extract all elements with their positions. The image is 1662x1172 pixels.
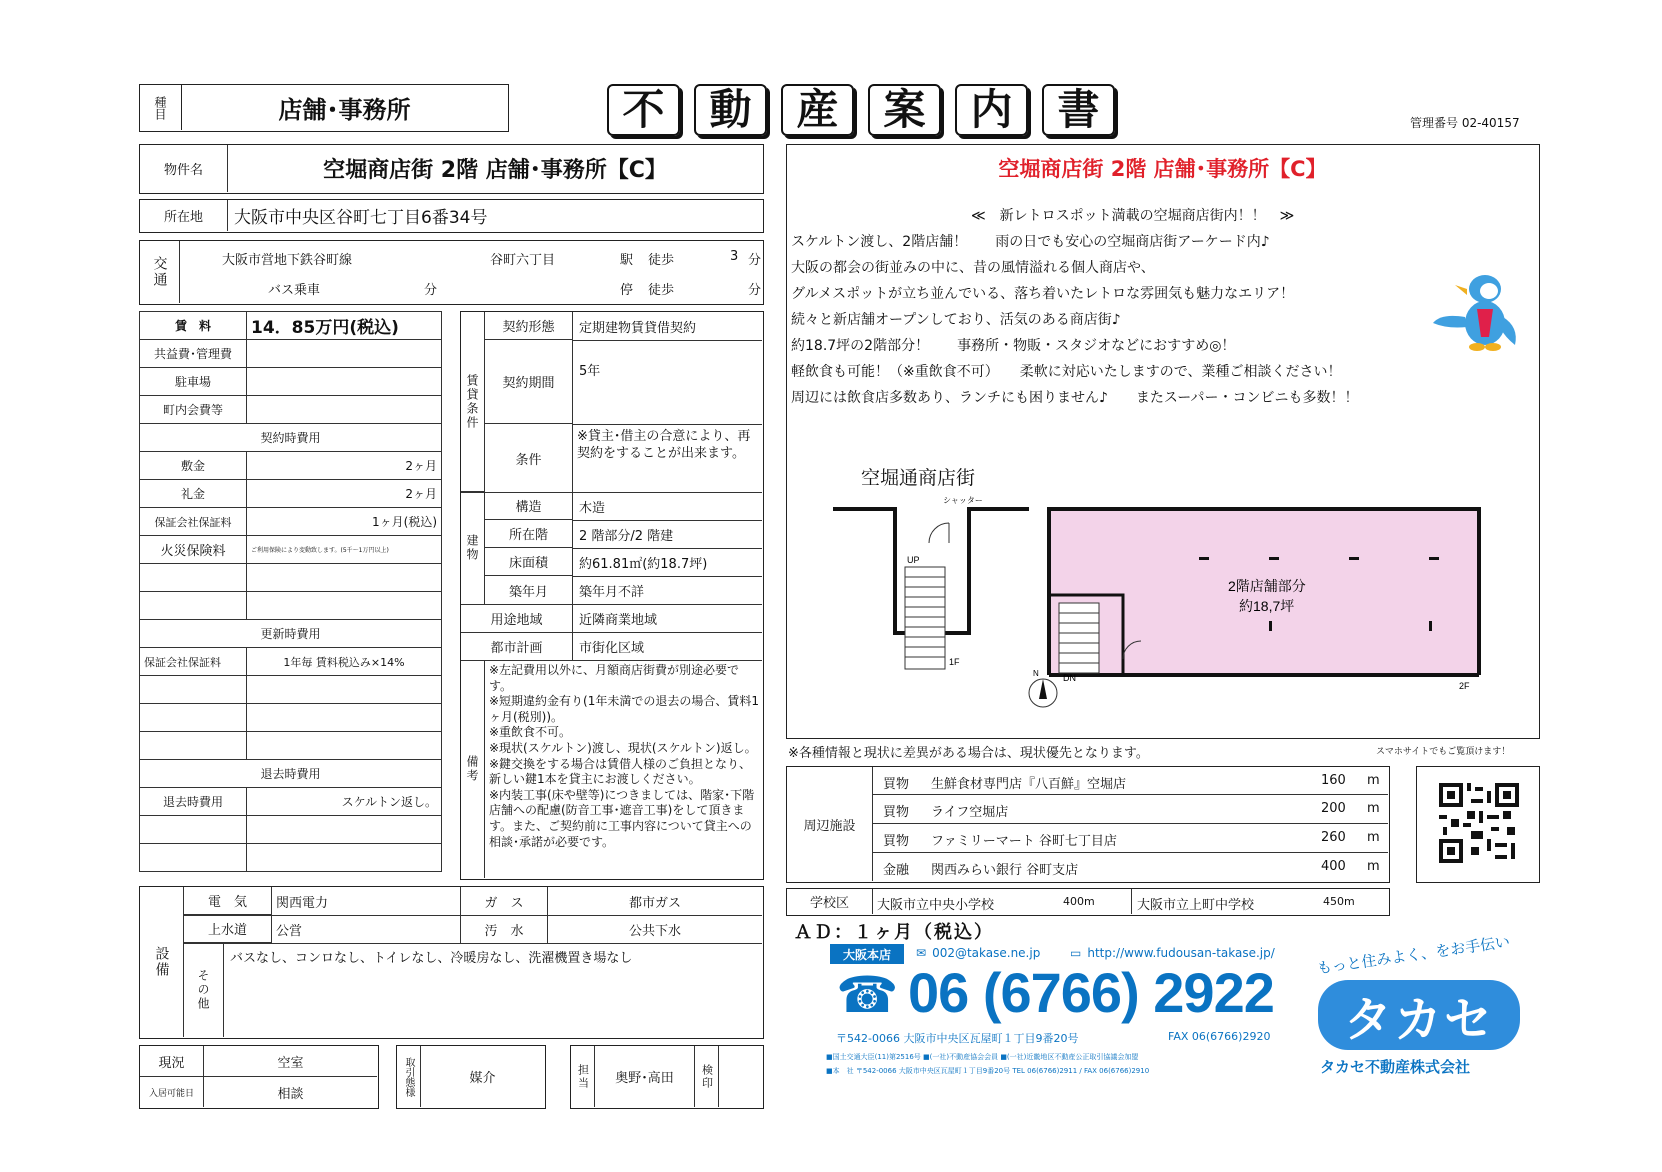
rent-value: 14．85万円(税込): [247, 312, 442, 340]
struct-label: 構造: [485, 492, 573, 520]
use: 近隣商業地域: [579, 612, 658, 628]
transport-bun: 分: [748, 253, 762, 268]
plan: 市街化区域: [579, 640, 645, 656]
lease-form: 定期建物賃貸借契約: [579, 320, 697, 336]
desc-line: スケルトン渡し、2階店舗！ 雨の日でも安心の空堀商店街アーケード内♪: [791, 234, 1270, 250]
phone-number[interactable]: 06 (6766) 2922: [908, 961, 1274, 1024]
transport-eki: 駅: [620, 253, 634, 268]
shikikin-label: 敷金: [140, 452, 247, 480]
hosho-value: 1ヶ月(税込): [247, 508, 442, 536]
kyoeki-value: [247, 340, 442, 368]
water-label: 上水道: [184, 915, 272, 943]
other: バスなし、コンロなし、トイレなし、冷暖房なし、洗濯機置き場なし: [230, 951, 633, 966]
desc-line: 周辺には飲食店多数あり、ランチにも困りません♪ またスーパー・コンビニも多数！！: [791, 390, 1359, 406]
equipment-box: [139, 886, 764, 1039]
mail-icon: ✉: [916, 946, 927, 960]
gas-label: ガ ス: [460, 887, 548, 915]
plan-area-label: 2階店舗部分: [1228, 578, 1306, 594]
right-panel: [786, 144, 1540, 739]
kyoeki-label: 共益費･管理費: [140, 340, 247, 368]
floor: 2 階部分/2 階建: [579, 528, 674, 544]
transport-bus-min: 分: [424, 283, 438, 298]
blank-cell: [247, 564, 442, 592]
plan-up: UP: [907, 555, 920, 565]
jr-dist: 450m: [1323, 895, 1355, 908]
exit-header: 退去時費用: [140, 760, 442, 788]
mgmt-no: 管理番号 02-40157: [1410, 116, 1520, 130]
plan-1f: 1F: [949, 657, 960, 667]
address: 大阪市中央区谷町七丁目6番34号: [234, 208, 488, 228]
type-value: 店舗･事務所: [278, 96, 411, 124]
license-line: ■本 社 〒542-0066 大阪市中央区瓦屋町１丁目9番20号 TEL 06(6766)2911 / FAX 06(6766)2910: [826, 1067, 1150, 1075]
building-group-label: 建物: [461, 492, 485, 604]
jr-school: 大阪市立上町中学校: [1137, 898, 1255, 913]
remarks-text: [489, 663, 761, 850]
blank-cell: [140, 816, 247, 844]
gas: 都市ガス: [628, 895, 681, 911]
property-name: 空堀商店街 2階 店舗･事務所【C】: [323, 158, 667, 183]
nearby-unit: m: [1367, 773, 1380, 788]
nearby-name: 生鮮食材専門店『八百鮮』空堀店: [931, 777, 1127, 792]
nearby-name: ライフ空堀店: [931, 805, 1009, 820]
lease-period-label: 契約期間: [485, 340, 573, 424]
blank-cell: [247, 676, 442, 704]
computer-icon: ▭: [1070, 946, 1082, 960]
floor-plan: [833, 493, 1493, 733]
blank-cell: [140, 704, 247, 732]
license-line: ■国土交通大臣(11)第2516号 ■(一社)不動産協会会員 ■(一社)近畿地区不動産公正取引協議会加盟: [826, 1053, 1139, 1061]
url-link[interactable]: [1070, 946, 1275, 960]
conditions-box: [460, 311, 764, 880]
plan-area-size: 約18,7坪: [1239, 598, 1295, 614]
elem-dist: 400m: [1063, 895, 1095, 908]
blank-cell: [140, 844, 247, 872]
title-char: 不: [607, 84, 680, 136]
email-link[interactable]: [916, 946, 1040, 960]
area-label: 床面積: [485, 548, 573, 576]
nearby-unit: m: [1367, 859, 1380, 874]
transport-walk2: 徒歩: [648, 283, 675, 298]
title-char: 案: [868, 84, 941, 136]
desc-line: ≪ 新レトロスポット満載の空堀商店街内！！ ≫: [971, 208, 1295, 224]
transport-label: 交通: [140, 241, 180, 303]
transport-line: 大阪市営地下鉄谷町線: [222, 253, 353, 268]
lease-group-label: 賃貸条件: [461, 312, 485, 492]
nearby-cat: 金融: [883, 863, 910, 878]
elem-school: 大阪市立中央小学校: [877, 898, 995, 913]
remarks-group-label: 備考: [461, 660, 485, 878]
school-label: 学校区: [787, 889, 873, 914]
shikikin-value: 2ヶ月: [247, 452, 442, 480]
lease-cond-label: 条件: [485, 424, 573, 492]
mascot-icon: [1427, 267, 1527, 357]
lease-cond: ※貸主･借主の合意により、再契約をすることが出来ます。: [577, 429, 751, 461]
remark-line: ※短期違約金有り(1年未満での退去の場合、賃料1ヶ月(税別))。: [489, 694, 760, 724]
title-char: 産: [781, 84, 854, 136]
qr-code-icon: [1439, 783, 1519, 863]
right-title: 空堀商店街 2階 店舗･事務所【C】: [998, 157, 1327, 181]
hosho-label: 保証会社保証料: [140, 508, 247, 536]
status-value: 空室: [204, 1046, 377, 1077]
tanto-box: [570, 1045, 764, 1109]
nearby-name: 関西みらい銀行 谷町支店: [931, 863, 1079, 878]
desc-line: 約18.7坪の2階部分！ 事務所・物販・スタジオなどにおすすめ◎！: [791, 338, 1236, 354]
branch-badge: 大阪本店: [830, 944, 904, 964]
title-char: 動: [694, 84, 767, 136]
renew-hosho-value: 1年毎 賃料税込み×14%: [247, 648, 442, 676]
contract-header: 契約時費用: [140, 424, 442, 452]
exit-value: スケルトン返し。: [247, 788, 442, 816]
nearby-dist: 200: [1321, 801, 1346, 816]
qr-box: [1416, 766, 1540, 883]
elec-label: 電 気: [184, 887, 272, 915]
ken-label: 検印: [695, 1046, 719, 1107]
torihiki-label: 取引態様: [397, 1046, 421, 1107]
nearby-label: 周辺施設: [787, 767, 873, 881]
renew-hosho-label: 保証会社保証料: [140, 648, 247, 676]
nearby-row: [873, 795, 1388, 824]
blank-cell: [140, 676, 247, 704]
built: 築年月不詳: [579, 584, 645, 600]
nearby-unit: m: [1367, 830, 1380, 845]
area: 約61.81㎡(約18.7坪): [579, 556, 708, 572]
plan-2f: 2F: [1459, 681, 1470, 691]
chonai-value: [247, 396, 442, 424]
property-name-label: 物件名: [140, 145, 228, 192]
nearby-cat: 買物: [883, 834, 910, 849]
move-label: 入居可能日: [140, 1077, 204, 1107]
parking-value: [247, 368, 442, 396]
lease-form-label: 契約形態: [485, 312, 573, 340]
blank-cell: [247, 732, 442, 760]
sewer: 公共下水: [628, 923, 681, 939]
nearby-dist: 400: [1321, 859, 1346, 874]
move-value: 相談: [277, 1086, 304, 1102]
sewer-label: 汚 水: [460, 915, 548, 943]
sumaho-note: スマホサイトでもご覧頂けます！: [1376, 747, 1511, 757]
nearby-row: [873, 767, 1388, 795]
reikin-value: 2ヶ月: [247, 480, 442, 508]
remark-line: ※内装工事(床や壁等)につきましては、階家･下階店舗への配慮(防音工事･遮音工事)をして頂きます。また、ご契約前に工事内容について貸主への相談･承諾が必要です。: [489, 787, 755, 849]
transport-bun3: 分: [748, 283, 762, 298]
company-fax: FAX 06(6766)2920: [1168, 1030, 1271, 1043]
rent-label: 賃 料: [140, 312, 247, 340]
phone-icon: ☎: [836, 966, 899, 1024]
transport-station: 谷町六丁目: [490, 253, 556, 268]
rule: [1131, 889, 1132, 914]
desc-line: グルメスポットが立ち並んでいる、落ち着いたレトロな雰囲気も魅力なエリア！: [791, 286, 1295, 302]
rule: [461, 660, 762, 661]
logo: タカセ: [1318, 980, 1520, 1050]
transport-stop: 停: [620, 283, 634, 298]
blank-cell: [140, 592, 247, 620]
transport-bus: バス乗車: [268, 283, 321, 298]
nearby-box: [786, 766, 1390, 883]
status-label: 現況: [140, 1046, 204, 1077]
property-name-row: [139, 144, 764, 194]
remark-line: ※鍵交換をする場合は賃借人様のご負担となり、新しい鍵1本を貸主にお渡しください。: [489, 756, 752, 787]
title-char: 書: [1042, 84, 1115, 136]
chonai-label: 町内会費等: [140, 396, 247, 424]
kasai-value: ご利用保険により変動致します。(5千～1万円以上): [247, 536, 442, 564]
parking-label: 駐車場: [140, 368, 247, 396]
school-box: [786, 888, 1390, 916]
email: 002@takase.ne.jp: [932, 946, 1041, 960]
blank-cell: [247, 592, 442, 620]
struct: 木造: [579, 500, 606, 516]
url: http://www.fudousan-takase.jp/: [1087, 946, 1275, 960]
nearby-dist: 160: [1321, 773, 1346, 788]
water: 公営: [276, 923, 303, 939]
nearby-row: [873, 824, 1388, 853]
exit-label: 退去時費用: [140, 788, 247, 816]
address-label: 所在地: [140, 200, 228, 231]
reikin-label: 礼金: [140, 480, 247, 508]
plan-label: 都市計画: [461, 632, 573, 660]
disclaimer: ※各種情報と現状に差異がある場合は、現状優先となります。: [788, 746, 1149, 761]
torihiki-value: 媒介: [469, 1071, 496, 1086]
built-label: 築年月: [485, 576, 573, 604]
type-label: 種目: [140, 85, 182, 130]
slogan: もっと住みよく、をお手伝い: [1315, 932, 1512, 978]
nearby-name: ファミリーマート 谷町七丁目店: [931, 834, 1117, 849]
blank-cell: [140, 732, 247, 760]
other-label: その他: [184, 943, 224, 1037]
tanto-label: 担当: [571, 1046, 595, 1107]
plan-title: 空堀通商店街: [861, 467, 976, 489]
kasai-label: 火災保険料: [140, 536, 247, 564]
nearby-unit: m: [1367, 801, 1380, 816]
use-label: 用途地域: [461, 604, 573, 632]
remark-line: ※左記費用以外に、月額商店街費が別途必要です。: [489, 663, 740, 693]
remark-line: ※重飲食不可。: [489, 725, 572, 740]
plan-dn: DN: [1063, 673, 1076, 683]
plan-north: N: [1033, 669, 1039, 678]
type-box: [139, 84, 509, 132]
equip-group-label: 設備: [140, 887, 184, 1037]
blank-cell: [247, 844, 442, 872]
blank-cell: [247, 704, 442, 732]
remark-line: ※現状(スケルトン)渡し、現状(スケルトン)返し。: [489, 740, 757, 755]
nearby-row: [873, 853, 1388, 881]
torihiki-box: [396, 1045, 546, 1109]
nearby-cat: 買物: [883, 805, 910, 820]
lease-period: 5年: [579, 364, 601, 379]
blank-cell: [140, 564, 247, 592]
title-char: 内: [955, 84, 1028, 136]
plan-shutter: シャッター: [943, 496, 983, 505]
nearby-dist: 260: [1321, 830, 1346, 845]
company-address: 〒542-0066 大阪市中央区瓦屋町１丁目9番20号: [836, 1032, 1079, 1045]
desc-line: 大阪の都会の街並みの中に、昔の風情溢れる個人商店や、: [791, 260, 1155, 276]
status-box: [139, 1045, 379, 1109]
fees-table: [139, 311, 442, 872]
floor-label: 所在階: [485, 520, 573, 548]
renew-header: 更新時費用: [140, 620, 442, 648]
description: [791, 203, 1359, 411]
desc-line: 続々と新店舗オープンしており、活気のある商店街♪: [791, 312, 1121, 328]
rule: [573, 424, 762, 425]
transport-box: [139, 240, 764, 305]
desc-line: 軽飲食も可能！（※重飲食不可） 柔軟に対応いたしますので、業種ご相談ください！: [791, 364, 1342, 380]
company-name: タカセ不動産株式会社: [1320, 1058, 1471, 1076]
address-row: [139, 199, 764, 233]
rule: [184, 943, 762, 944]
nearby-cat: 買物: [883, 777, 910, 792]
ad-fee: ＡＤ：１ヶ月（税込）: [794, 922, 994, 943]
blank-cell: [247, 816, 442, 844]
rule: [573, 340, 762, 341]
elec: 関西電力: [276, 895, 329, 911]
transport-walk: 徒歩: [648, 253, 675, 268]
transport-min: 3: [730, 249, 739, 264]
tanto-value: 奥野･高田: [595, 1046, 695, 1107]
